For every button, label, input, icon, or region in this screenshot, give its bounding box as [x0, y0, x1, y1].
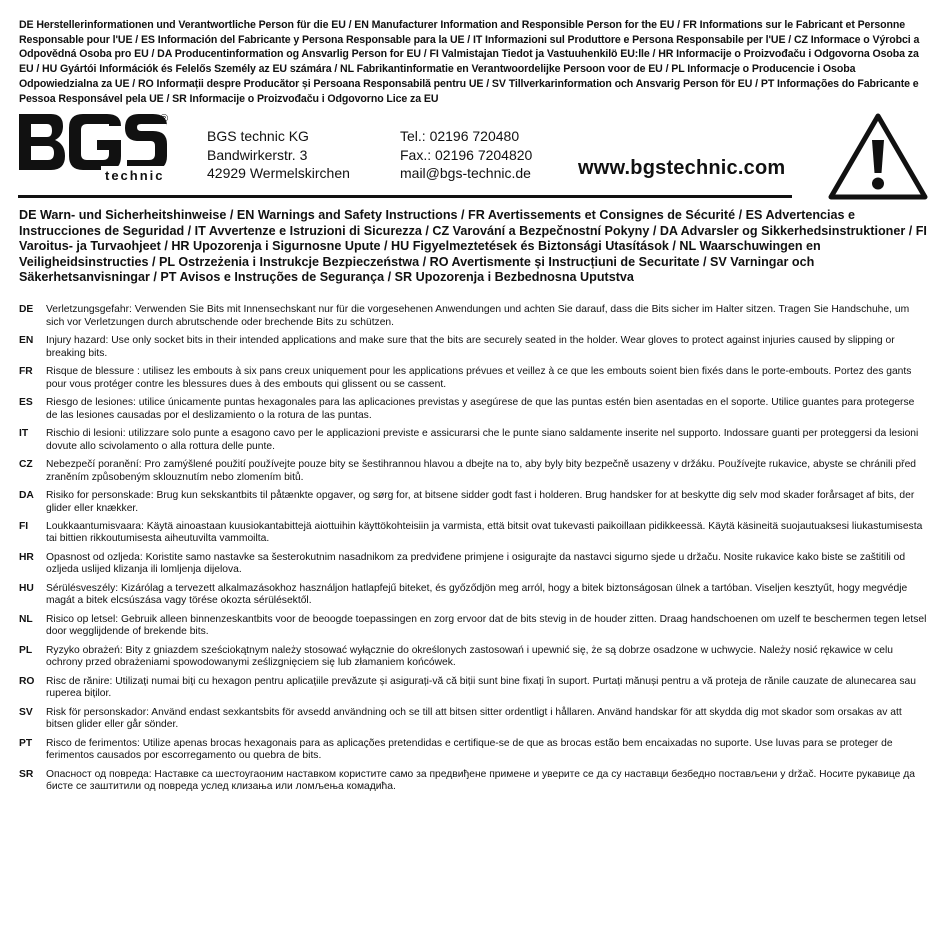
- warning-entry-sv: [19, 707, 927, 732]
- contact-fax: Fax.: 02196 7204820: [400, 146, 533, 163]
- language-code: ES: [19, 396, 33, 408]
- website-link[interactable]: www.bgstechnic.com: [578, 157, 786, 179]
- warning-text: Opasnost od ozljeda: Koristite samo nastavke sa šesterokutnim nasadnikom za predviđene primjene i osigurajte da nastavci sigurno sjede u držaču. Nosite rukavice kako biste se zaštitili od ozljeda uslijed klizanja ili lomljenja dijelova.: [46, 551, 906, 576]
- warning-entry-sr: [19, 769, 927, 794]
- warning-entry-cz: [19, 459, 927, 484]
- language-code: HU: [19, 582, 34, 594]
- warning-text: Injury hazard: Use only socket bits in their intended applications and make sure that the bits are securely seated in the holder. Wear gloves to protect against injuries caused by slipping or breaking bits.: [46, 334, 895, 359]
- warning-text: Rischio di lesioni: utilizzare solo punte a esagono cavo per le applicazioni previste e assicurarsi che le punte siano saldamente inserite nel supporto. Indossare guanti per proteggersi da lesioni dovute allo scivolamento o alla rottura delle punte.: [46, 427, 919, 452]
- language-code: HR: [19, 551, 34, 563]
- warning-text: Sérülésveszély: Kizárólag a tervezett alkalmazásokhoz használjon hatlapfejű biteket, és győződjön meg arról, hogy a bitek biztonságosan ülnek a tartóban. Viseljen kesztyűt, hogy megvédje magát a bitek elcsúszása vagy törése okozta sérülésektől.: [46, 582, 908, 607]
- warning-text: Risque de blessure : utilisez les embouts à six pans creux uniquement pour les applications prévues et veillez à ce que les embouts soient bien fixés dans le porte-embouts. Portez des gants pour vous protéger contre les blessures dues à des embouts qui glissent ou se cassent.: [46, 365, 912, 390]
- company-street: Bandwirkerstr. 3: [207, 146, 308, 163]
- warning-triangle-icon: [826, 110, 930, 202]
- warning-entry-it: [19, 428, 927, 453]
- warning-entry-de: [19, 304, 927, 329]
- bgs-technic-logo: [17, 110, 173, 182]
- warning-entry-fi: [19, 521, 927, 546]
- warning-text: Verletzungsgefahr: Verwenden Sie Bits mit Innensechskant nur für die vorgesehenen Anwendungen und achten Sie darauf, dass die Bits sicher im Halter sitzen. Tragen Sie Handschuhe, um sich vor Verletzungen durch abrutschende oder brechende Bits zu schützen.: [46, 304, 910, 328]
- warning-entry-es: [19, 397, 927, 422]
- language-code: DE: [19, 304, 34, 315]
- contact-info: [400, 127, 532, 183]
- language-code: EN: [19, 334, 34, 346]
- language-code: RO: [19, 675, 35, 687]
- language-code: PT: [19, 737, 33, 749]
- warning-entry-hu: [19, 583, 927, 608]
- warning-entry-fr: [19, 366, 927, 391]
- manufacturer-info-header: DE Herstellerinformationen und Verantwortliche Person für die EU / EN Manufacturer Information and Responsible Person for the EU / FR Informations sur le Fabricant et Personne Responsable pour l'UE / ES Información del Fabricante y Persona Responsable para la UE / IT Informazioni sul Produttore e Persona Responsabile per l'UE / CZ Informace o Výrobci a Odpovědná Osoba pro EU / DA Producentinformation og Ansvarlig Person for EU / FI Valmistajan Tiedot ja Vastuuhenkilö EU:lle / HR Informacije o Proizvođaču i Odgovorna Osoba za EU / HU Gyártói Információk és Felelős Személy az EU számára / NL Fabrikantinformatie en Verantwoordelijke Persoon voor de EU / PL Informacje o Producencie i Osoba Odpowiedzialna za UE / RO Informații despre Producător și Persoana Responsabilă pentru UE / SV Tillverkarinformation och Ansvarig Person för EU / PT Informações do Fabricante e Pessoa Responsável pela UE / SR Informacije o Proizvođaču i Odgovorno Lice za EU: [19, 19, 920, 105]
- warning-entry-pl: [19, 645, 927, 670]
- contact-tel: Tel.: 02196 720480: [400, 128, 520, 144]
- warning-text: Опасност од повреда: Наставке са шестоугаоним наставком користите само за предвиђене примене и уверите се да су наставци безбедно постављени у držač. Носите рукавице да бисте се заштитили од повреда услед клизања или ломљења комадића.: [46, 768, 915, 793]
- language-code: SV: [19, 706, 33, 718]
- section-title: DE Warn- und Sicherheitshinweise / EN Warnings and Safety Instructions / FR Avertissements et Consignes de Sécurité / ES Advertencias e Instrucciones de Seguridad / IT Avvertenze e Istruzioni di Sicurezza / CZ Varování a Bezpečnostní Pokyny / DA Advarsler og Sikkerhedsinstruktioner / FI Varoitus- ja Turvaohjeet / HR Upozorenja i Sigurnosne Upute / HU Figyelmeztetések és Biztonsági Utasítások / NL Waarschuwingen en Veiligheidsinstructies / PL Ostrzeżenia i Instrukcje Bezpieczeństwa / RO Avertismente și Instrucțiuni de Securitate / SV Varningar och Säkerhetsanvisningar / PT Avisos e Instruções de Segurança / SR Upozorenja i Bezbednosna Uputstva: [19, 208, 927, 285]
- header-divider: [18, 195, 792, 198]
- company-name: BGS technic KG: [207, 128, 309, 144]
- warning-entry-en: [19, 335, 927, 360]
- company-address: [207, 127, 350, 183]
- logo-subtext: technic: [105, 168, 165, 182]
- language-code: FI: [19, 520, 29, 532]
- warning-entry-pt: [19, 738, 927, 763]
- warning-entry-nl: [19, 614, 927, 639]
- warning-text: Risiko for personskade: Brug kun sekskantbits til påtænkte opgaver, og sørg for, at bitsene sidder godt fast i holderen. Brug handsker for at beskytte dig selv mod skader forårsaget af bits, der glider eller knækker.: [46, 489, 915, 514]
- language-code: FR: [19, 365, 33, 377]
- language-code: IT: [19, 427, 29, 439]
- contact-mail[interactable]: mail@bgs-technic.de: [400, 165, 531, 181]
- warning-text: Ryzyko obrażeń: Bity z gniazdem sześciokątnym należy stosować wyłącznie do określonych zastosowań i upewnić się, że są dobrze osadzone w uchwycie. Należy nosić rękawice w celu ochrony przed obrażeniami spowodowanymi ześlizgnięciem się lub złamaniem końcówek.: [46, 644, 894, 669]
- language-code: PL: [19, 644, 33, 656]
- warning-text: Riesgo de lesiones: utilice únicamente puntas hexagonales para las aplicaciones previstas y asegúrese de que las puntas estén bien asentadas en el soporte. Utilice guantes para protegerse de las lesiones causadas por el deslizamiento o la rotura de las puntas.: [46, 396, 915, 421]
- warning-text: Risco de ferimentos: Utilize apenas brocas hexagonais para as aplicações pretendidas e certifique-se de que as brocas estão bem encaixadas no suporte. Use luvas para se proteger de ferimentos causados por escorregamento ou quebra de bits.: [46, 737, 893, 762]
- registered-mark: ®: [160, 113, 169, 125]
- warning-entry-hr: [19, 552, 927, 577]
- language-code: SR: [19, 768, 34, 780]
- warnings-list: [19, 304, 927, 800]
- warning-text: Nebezpečí poranění: Pro zamýšlené použití používejte pouze bity se šestihrannou hlavou a dbejte na to, aby byly bity bezpečně usazeny v držáku. Používejte rukavice, abyste se chránili před zraněním způsobeným sklouznutím nebo zlomením bitů.: [46, 458, 917, 483]
- language-code: NL: [19, 613, 33, 625]
- language-code: DA: [19, 489, 34, 501]
- warning-entry-ro: [19, 676, 927, 701]
- warning-text: Loukkaantumisvaara: Käytä ainoastaan kuusiokantabittejä aiottuihin käyttökohteisiin ja varmista, että bitsit ovat tukevasti paikoillaan pidikkeessä. Käytä käsineitä suojautuaksesi liukastumisesta tai bittien rikkoutumisesta aiheutuvilta vammoilta.: [46, 520, 923, 545]
- company-city: 42929 Wermelskirchen: [207, 165, 350, 181]
- warning-text: Risc de rănire: Utilizați numai biți cu hexagon pentru aplicațiile prevăzute și asigurați-vă că biții sunt bine fixați în suport. Purtați mănuși pentru a vă proteja de rănile cauzate de alunecarea sau ruperea biților.: [46, 675, 916, 700]
- warning-text: Risk för personskador: Använd endast sexkantsbits för avsedd användning och se till att bitsen sitter ordentligt i hållaren. Använd handskar för att skydda dig mot skador som orsakas av att bitsen glider eller går sönder.: [46, 706, 902, 731]
- warning-text: Risico op letsel: Gebruik alleen binnenzeskantbits voor de beoogde toepassingen en zorg ervoor dat de bits stevig in de houder zitten. Draag handschoenen om uzelf te beschermen tegen letsel door wegglijdende of brekende bits.: [46, 613, 927, 638]
- warning-entry-da: [19, 490, 927, 515]
- language-code: CZ: [19, 458, 33, 470]
